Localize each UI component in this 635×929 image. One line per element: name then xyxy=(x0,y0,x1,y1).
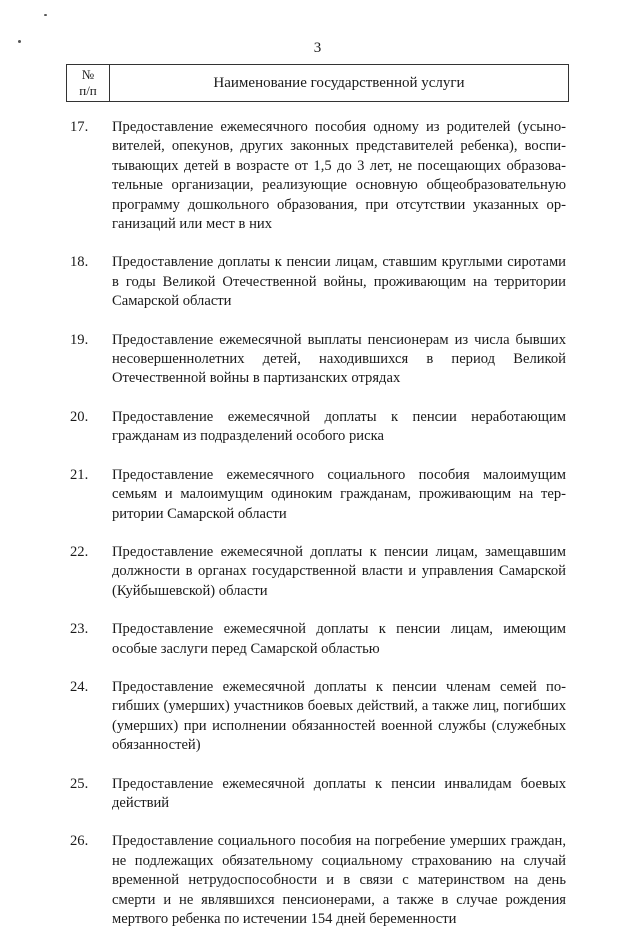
item-number: 26. xyxy=(70,833,89,850)
item-text: Предоставление ежемесячного социального пособия малоимущим семьям и малоимущим одиноким гражданам, проживающим на территории Самарской области xyxy=(112,466,566,522)
table-header xyxy=(66,64,569,102)
item-number: 25. xyxy=(70,775,89,792)
item-text: Предоставление ежемесячной доплаты к пенсии инвалидам боевых действий xyxy=(112,775,566,811)
item-number: 18. xyxy=(70,254,89,271)
scan-speck xyxy=(44,14,47,16)
list-item xyxy=(70,678,566,756)
list-item xyxy=(70,466,566,524)
header-number-sign: № xyxy=(81,67,95,82)
item-number: 21. xyxy=(70,466,89,483)
header-number-column xyxy=(67,65,110,101)
item-text: Предоставление ежемесячной выплаты пенсионерам из числа бывших несовершеннолетних детей, находившихся в период Великой Отечественной войны в партизанских отрядах xyxy=(112,331,566,387)
item-number: 24. xyxy=(70,678,89,695)
item-number: 17. xyxy=(70,119,89,135)
item-text: Предоставление ежемесячной доплаты к пенсии лицам, имеющим особые заслуги перед Самарской областью xyxy=(112,621,566,657)
item-number: 23. xyxy=(70,621,89,638)
item-text: Предоставление ежемесячной доплаты к пенсии членам семей погибших (умерших) участников боевых действий, а также лиц, погибших (умерших) при исполнении обязанностей военной службы (служебных обязанностей) xyxy=(112,678,566,754)
header-number-abbr: п/п xyxy=(79,83,97,98)
list-item xyxy=(70,331,566,389)
item-text: Предоставление ежемесячного пособия одному из родителей (усыновителей, опекунов, других законных представителей ребенка), воспитывающих детей в возрасте от 1,5 до 3 лет, не посещающих образовательные организации, реализующие основную общеобразовательную программу дошкольного образования, при отсутствии указанных организаций или мест в них xyxy=(112,119,566,233)
item-text: Предоставление доплаты к пенсии лицам, ставшим круглыми сиротами в годы Великой Отечественной войны, проживающим на территории Самарской области xyxy=(112,254,566,310)
list-item xyxy=(70,775,566,814)
item-number: 20. xyxy=(70,408,89,425)
list-item xyxy=(70,832,566,929)
list-item xyxy=(70,118,566,234)
list-item xyxy=(70,408,566,447)
item-number: 22. xyxy=(70,543,89,560)
item-number: 19. xyxy=(70,331,89,348)
item-text: Предоставление ежемесячной доплаты к пенсии неработающим гражданам из подразделений особого риска xyxy=(112,408,566,445)
item-text: Предоставление ежемесячной доплаты к пенсии лицам, замещавшим должности в органах государственной власти и управления Самарской (Куйбышевской) области xyxy=(112,543,566,599)
service-list xyxy=(70,118,566,929)
list-item xyxy=(70,620,566,659)
page-number: 3 xyxy=(313,40,322,56)
item-text: Предоставление социального пособия на погребение умерших граждан, не подлежащих обязательному социальному страхованию на случай временной нетрудоспособности и в связи с материнством на день смерти и не являвшихся пенсионерами, а также в случае рождения мертвого ребенка по истечении 154 дней беременности xyxy=(112,833,566,927)
list-item xyxy=(70,543,566,601)
header-title-column: Наименование государственной услуги xyxy=(213,74,465,91)
list-item xyxy=(70,253,566,311)
